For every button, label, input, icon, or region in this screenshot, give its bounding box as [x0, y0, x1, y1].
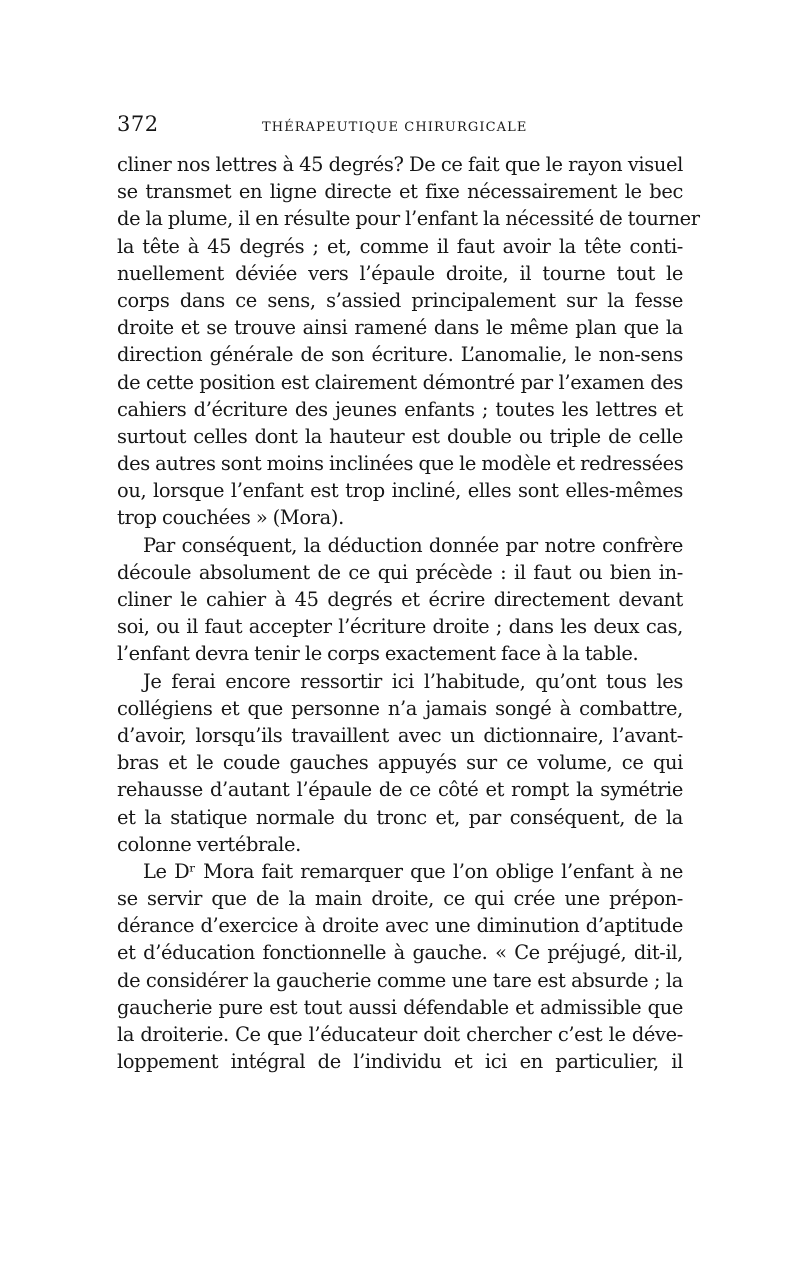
- text-line: cliner le cahier à 45 degrés et écrire directement devant: [117, 588, 683, 611]
- running-title: THÉRAPEUTIQUE CHIRURGICALE: [262, 120, 528, 135]
- text-line: trop couchées » (Mora).: [117, 506, 344, 530]
- text-line: se servir que de la main droite, ce qui crée une prépon-: [117, 887, 683, 911]
- text-line: collégiens et que personne n’a jamais songé à combattre,: [117, 696, 683, 720]
- text-line: des autres sont moins inclinées que le modèle et redressées: [117, 452, 684, 476]
- text-line: colonne vertébrale.: [117, 832, 301, 856]
- text-line: la tête à 45 degrés ; et, comme il faut avoir la tête conti-: [117, 234, 683, 258]
- text-line: ou, lorsque l’enfant est trop incliné, elles sont elles-mêmes: [117, 479, 683, 503]
- text-line: l’enfant devra tenir le corps exactement face à la table.: [117, 642, 639, 666]
- text-line: d’avoir, lorsqu’ils travaillent avec un dictionnaire, l’avant-: [117, 723, 683, 747]
- text-line: dérance d’exercice à droite avec une diminution d’aptitude: [117, 914, 683, 938]
- text-line: cliner nos lettres à 45 degrés? De ce fait que le rayon visuel: [117, 153, 683, 176]
- text-line: de cette position est clairement démontré par l’examen des: [117, 370, 683, 394]
- text-line: nuellement déviée vers l’épaule droite, il tourne tout le: [117, 261, 683, 285]
- text-line: corps dans ce sens, s’assied principalement sur la fesse: [117, 288, 683, 312]
- text-line: Le Dʳ Mora fait remarquer que l’on oblige l’enfant à ne: [143, 859, 683, 883]
- text-line: et d’éducation fonctionnelle à gauche. « Ce préjugé, dit-il,: [117, 941, 683, 965]
- text-line: de considérer la gaucherie comme une tare est absurde ; la: [117, 968, 683, 992]
- text-line: de la plume, il en résulte pour l’enfant la nécessité de tourner: [117, 207, 700, 231]
- text-line: cahiers d’écriture des jeunes enfants ; toutes les lettres et: [117, 397, 683, 421]
- page-header: [117, 112, 683, 142]
- text-line: Par conséquent, la déduction donnée par notre confrère: [143, 533, 683, 557]
- body-text: [117, 151, 700, 1075]
- text-line: droite et se trouve ainsi ramené dans le même plan que la: [117, 316, 683, 340]
- text-line: rehausse d’autant l’épaule de ce côté et rompt la symétrie: [117, 778, 683, 802]
- text-line: découle absolument de ce qui précède : il faut ou bien in-: [117, 560, 683, 584]
- text-line: direction générale de son écriture. L’anomalie, le non-sens: [117, 343, 683, 367]
- text-line: gaucherie pure est tout aussi défendable et admissible que: [117, 995, 683, 1019]
- text-line: soi, ou il faut accepter l’écriture droite ; dans les deux cas,: [117, 615, 683, 639]
- page-number: 372: [117, 112, 159, 136]
- book-page: [117, 112, 700, 1075]
- text-line: bras et le coude gauches appuyés sur ce volume, ce qui: [117, 751, 683, 775]
- text-line: et la statique normale du tronc et, par conséquent, de la: [117, 805, 683, 829]
- text-line: se transmet en ligne directe et fixe nécessairement le bec: [117, 180, 683, 204]
- text-line: la droiterie. Ce que l’éducateur doit chercher c’est le déve-: [117, 1023, 683, 1046]
- text-line: Je ferai encore ressortir ici l’habitude, qu’ont tous les: [143, 669, 683, 693]
- text-line: surtout celles dont la hauteur est double ou triple de celle: [117, 424, 683, 448]
- text-line: loppement intégral de l’individu et ici en particulier, il: [117, 1050, 683, 1074]
